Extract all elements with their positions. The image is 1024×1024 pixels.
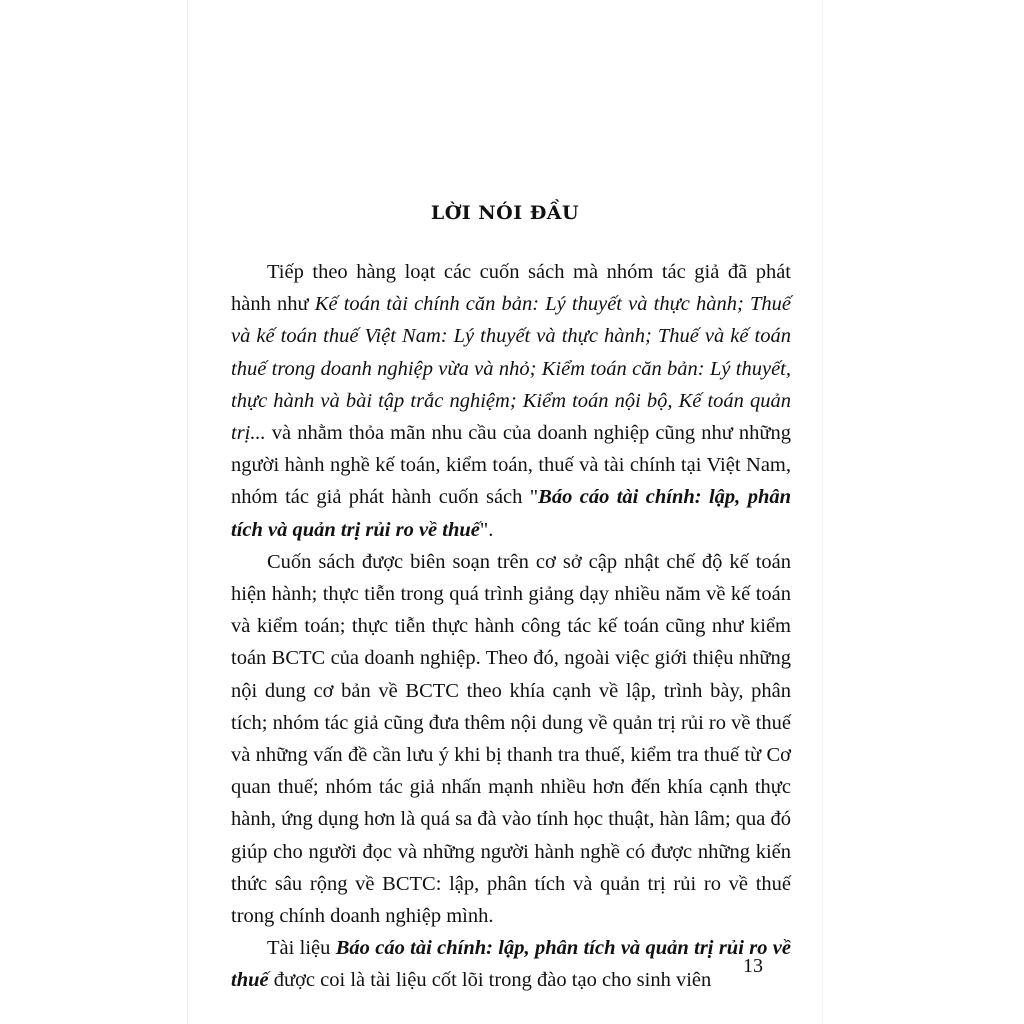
page-number: 13 [743, 955, 763, 977]
bold-italic-run: Báo cáo tài chính: lập, phân tích và quản trị rủi ro về thuế [231, 937, 791, 992]
text-run: ". [479, 518, 494, 541]
text-run: và nhằm thỏa mãn nhu cầu của doanh nghiệp cũng như những người hành nghề kế toán, kiểm toán, thuế và tài chính tại Việt Nam, nhóm tác giả phát hành cuốn sách " [231, 422, 791, 509]
page-heading: LỜI NÓI ĐẦU [430, 202, 580, 224]
paragraph-1 [231, 256, 791, 546]
bold-italic-run: Báo cáo tài chính: lập, phân tích và quản trị rủi ro về thuế [231, 486, 791, 541]
text-run: Tiếp theo hàng loạt các cuốn sách mà nhóm tác giả đã phát hành như [231, 261, 791, 316]
paragraph-3 [231, 932, 791, 996]
body-text [231, 256, 791, 997]
book-page [188, 0, 822, 1024]
text-run: Tài liệu [267, 937, 336, 960]
text-run: được coi là tài liệu cốt lõi trong đào tạo cho sinh viên [268, 969, 712, 992]
text-run: Cuốn sách được biên soạn trên cơ sở cập nhật chế độ kế toán hiện hành; thực tiễn trong quá trình giảng dạy nhiều năm về kế toán và kiểm toán; thực tiễn thực hành công tác kế toán cũng như kiểm toán BCTC của doanh nghiệp. Theo đó, ngoài việc giới thiệu những nội dung cơ bản về BCTC theo khía cạnh về lập, trình bày, phân tích; nhóm tác giả cũng đưa thêm nội dung về quản trị rủi ro về thuế và những vấn đề cần lưu ý khi bị thanh tra thuế, kiểm tra thuế từ Cơ quan thuế; nhóm tác giả nhấn mạnh nhiều hơn đến khía cạnh thực hành, ứng dụng hơn là quá sa đà vào tính học thuật, hàn lâm; qua đó giúp cho người đọc và những người hành nghề có được những kiến thức sâu rộng về BCTC: lập, phân tích và quản trị rủi ro về thuế trong chính doanh nghiệp mình. [231, 550, 791, 928]
italic-run: Kế toán tài chính căn bản: Lý thuyết và thực hành; Thuế và kế toán thuế Việt Nam: Lý thuyết và thực hành; Thuế và kế toán thuế trong doanh nghiệp vừa và nhỏ; Kiểm toán căn bản: Lý thuyết, thực hành và bài tập trắc nghiệm; Kiểm toán nội bộ, Kế toán quản trị... [231, 293, 791, 445]
paragraph-2 [231, 546, 791, 932]
